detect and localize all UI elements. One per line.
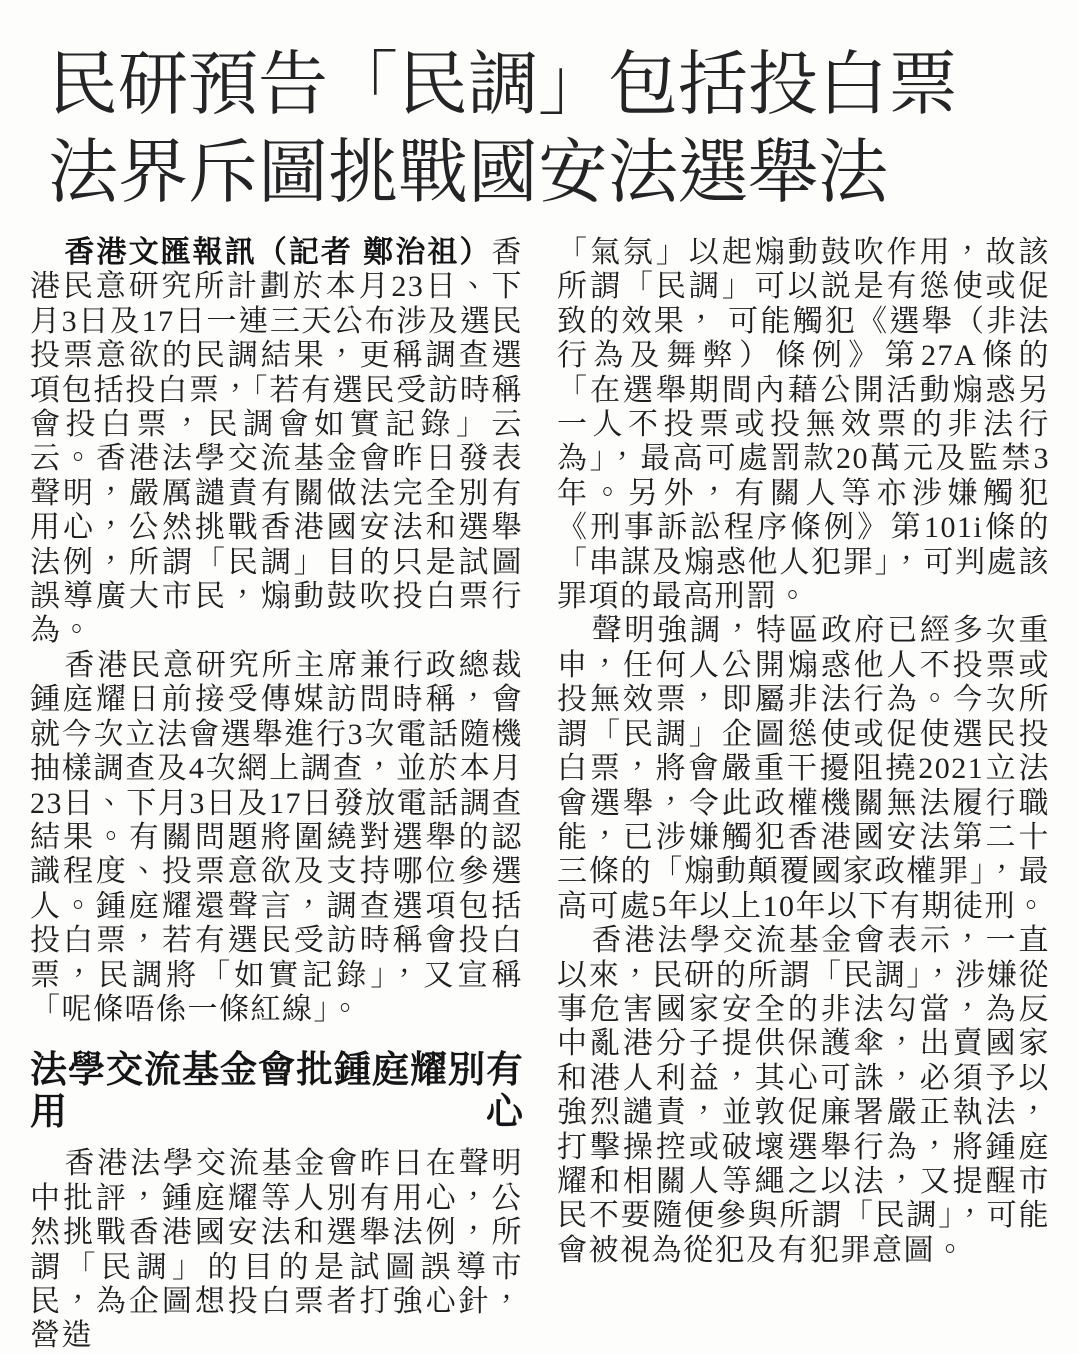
paragraph-6: 香港法學交流基金會表示，一直以來，民研的所謂「民調」，涉嫌從事危害國家安全的非法勾當，為反中亂港分子提供保護傘，出賣國家和港人利益，其心可誅，必須予以強烈譴責，並敦促廉署嚴正執法，打擊操控或破壞選舉行為，將鍾庭耀和相關人等繩之以法，又提醒市民不要隨便參與所謂「民調」，可能會被視為從犯及有犯罪意圖。 [557,924,1050,1267]
sub-headline: 法學交流基金會批鍾庭耀別有用心 [30,1049,523,1133]
paragraph-1 [30,236,523,649]
headline-line-2 [48,130,1030,218]
left-column [30,236,523,1354]
paragraph-2: 香港民意研究所主席兼行政總裁鍾庭耀日前接受傳媒訪問時稱，會就今次立法會選舉進行3次電話隨機抽樣調查及4次網上調查，並於本月23日、下月3日及17日發放電話調查結果。有關問題將圍繞對選舉的認識程度、投票意欲及支持哪位參選人。鍾庭耀還聲言，調查選項包括投白票，若有選民受訪時稱會投白票，民調將「如實記錄」，又宣稱「呢條唔係一條紅線」。 [30,648,523,1026]
newspaper-page [0,42,1078,1353]
dateline-byline: 香港文匯報訊（記者 鄭治祖） [64,236,492,269]
paragraph-5: 聲明強調，特區政府已經多次重申，任何人公開煽惑他人不投票或投無效票，即屬非法行為。今次所謂「民調」企圖慫使或促使選民投白票，將會嚴重干擾阻撓2021立法會選舉，令此政權機關無法履行職能，已涉嫌觸犯香港國安法第二十三條的「煽動顛覆國家政權罪」，最高可處5年以上10年以下有期徒刑。 [557,614,1050,923]
paragraph-1-text: 香港民意研究所計劃於本月23日、下月3日及17日一連三天公布涉及選民投票意欲的民調結果，更稱調查選項包括投白票，「若有選民受訪時稱會投白票，民調會如實記錄」云云。香港法學交流基金會昨日發表聲明，嚴厲譴責有關做法完全別有用心，公然挑戰香港國安法和選舉法例，所謂「民調」目的只是試圖誤導廣大市民，煽動鼓吹投白票行為。 [30,236,523,648]
article-body [0,218,1078,1354]
paragraph-4: 「氣氛」以起煽動鼓吹作用，故該所謂「民調」可以説是有慫使或促致的效果， 可能觸犯《選舉（非法行為及舞弊）條例》第27A條的「在選舉期間內藉公開活動煽惑另一人不投票或投無效票的非法行為」，最高可處罰款20萬元及監禁3年。另外，有關人等亦涉嫌觸犯《刑事訴訟程序條例》第101i條的「串謀及煽惑他人犯罪」，可判處該罪項的最高刑罰。 [557,236,1050,614]
article-headline [48,42,1030,218]
headline-line-2-text: 法界斥圖挑戰國安法選舉法 [48,135,888,212]
headline-line-1-text: 民研預告「民調」包括投白票 [48,47,958,124]
paragraph-3: 香港法學交流基金會昨日在聲明中批評，鍾庭耀等人別有用心，公然挑戰香港國安法和選舉法例，所謂「民調」的目的是試圖誤導市民，為企圖想投白票者打強心針，營造 [30,1147,523,1353]
headline-line-1 [48,42,1030,130]
right-column [557,236,1050,1354]
